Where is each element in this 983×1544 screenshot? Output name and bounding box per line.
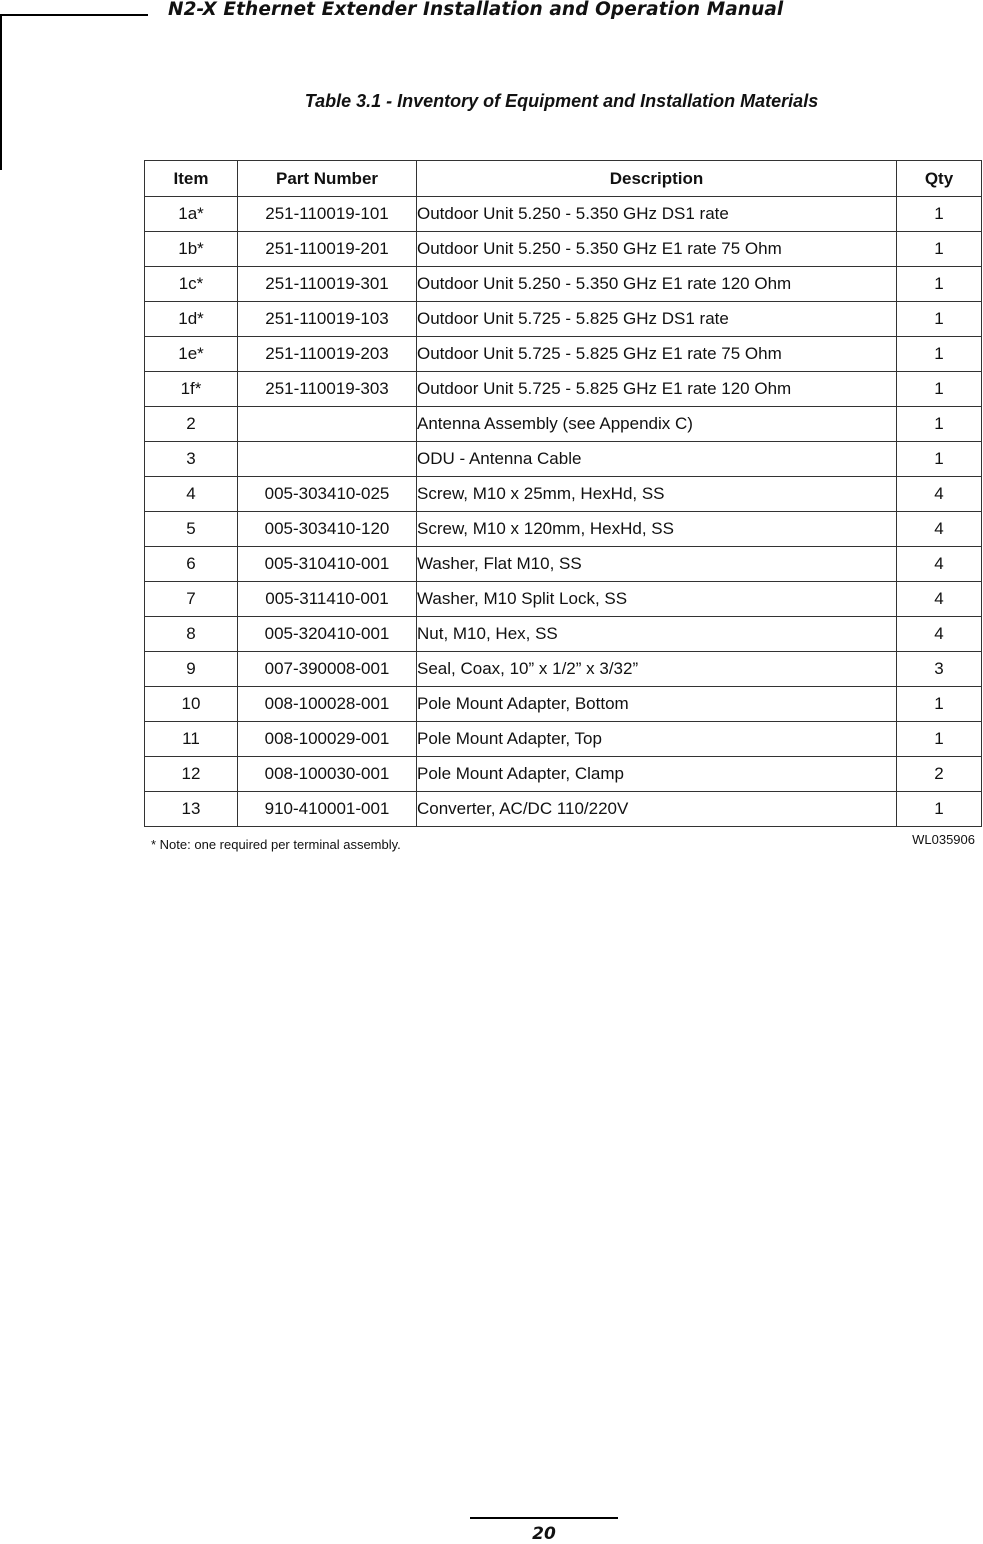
table-row: [145, 547, 982, 582]
table-row: [145, 512, 982, 547]
table-row: [145, 407, 982, 442]
description-cell: Pole Mount Adapter, Top: [417, 722, 897, 757]
part-number-cell: 005-303410-120: [238, 512, 417, 547]
qty-cell: 4: [897, 582, 982, 617]
item-cell: 11: [145, 722, 238, 757]
part-number-cell: [238, 407, 417, 442]
table-row: [145, 267, 982, 302]
column-header-qty: Qty: [897, 161, 982, 197]
description-cell: Nut, M10, Hex, SS: [417, 617, 897, 652]
table-row: [145, 722, 982, 757]
item-cell: 13: [145, 792, 238, 827]
description-cell: Outdoor Unit 5.725 - 5.825 GHz E1 rate 120 Ohm: [417, 372, 897, 407]
qty-cell: 1: [897, 267, 982, 302]
description-cell: Outdoor Unit 5.250 - 5.350 GHz DS1 rate: [417, 197, 897, 232]
table-row: [145, 442, 982, 477]
item-cell: 5: [145, 512, 238, 547]
part-number-cell: 251-110019-203: [238, 337, 417, 372]
qty-cell: 1: [897, 792, 982, 827]
inventory-table: [144, 160, 982, 827]
table-row: [145, 232, 982, 267]
item-cell: 1b*: [145, 232, 238, 267]
description-cell: Antenna Assembly (see Appendix C): [417, 407, 897, 442]
footer-rule: [470, 1517, 618, 1519]
qty-cell: 1: [897, 407, 982, 442]
table-row: [145, 687, 982, 722]
item-cell: 9: [145, 652, 238, 687]
description-cell: Pole Mount Adapter, Clamp: [417, 757, 897, 792]
qty-cell: 1: [897, 722, 982, 757]
table-row: [145, 372, 982, 407]
table-row: [145, 197, 982, 232]
qty-cell: 1: [897, 442, 982, 477]
page-number: 20: [532, 1524, 556, 1544]
footnote: * Note: one required per terminal assembly.: [151, 837, 401, 852]
part-number-cell: 005-311410-001: [238, 582, 417, 617]
description-cell: Seal, Coax, 10” x 1/2” x 3/32”: [417, 652, 897, 687]
qty-cell: 1: [897, 302, 982, 337]
running-header-title: N2-X Ethernet Extender Installation and Operation Manual: [168, 0, 784, 20]
table-row: [145, 477, 982, 512]
description-cell: Outdoor Unit 5.725 - 5.825 GHz E1 rate 75 Ohm: [417, 337, 897, 372]
part-number-cell: 008-100029-001: [238, 722, 417, 757]
inventory-table-body: [145, 197, 982, 827]
item-cell: 6: [145, 547, 238, 582]
table-caption: Table 3.1 - Inventory of Equipment and Installation Materials: [304, 91, 819, 111]
part-number-cell: [238, 442, 417, 477]
item-cell: 4: [145, 477, 238, 512]
part-number-cell: 008-100030-001: [238, 757, 417, 792]
part-number-cell: 251-110019-201: [238, 232, 417, 267]
qty-cell: 1: [897, 372, 982, 407]
qty-cell: 1: [897, 197, 982, 232]
description-cell: Washer, Flat M10, SS: [417, 547, 897, 582]
description-cell: ODU - Antenna Cable: [417, 442, 897, 477]
qty-cell: 1: [897, 337, 982, 372]
table-row: [145, 757, 982, 792]
part-number-cell: 005-320410-001: [238, 617, 417, 652]
table-row: [145, 617, 982, 652]
item-cell: 3: [145, 442, 238, 477]
description-cell: Outdoor Unit 5.250 - 5.350 GHz E1 rate 120 Ohm: [417, 267, 897, 302]
item-cell: 7: [145, 582, 238, 617]
description-cell: Converter, AC/DC 110/220V: [417, 792, 897, 827]
part-number-cell: 005-310410-001: [238, 547, 417, 582]
qty-cell: 2: [897, 757, 982, 792]
item-cell: 1a*: [145, 197, 238, 232]
item-cell: 8: [145, 617, 238, 652]
qty-cell: 1: [897, 232, 982, 267]
part-number-cell: 910-410001-001: [238, 792, 417, 827]
part-number-cell: 007-390008-001: [238, 652, 417, 687]
table-row: [145, 792, 982, 827]
description-cell: Pole Mount Adapter, Bottom: [417, 687, 897, 722]
item-cell: 12: [145, 757, 238, 792]
item-cell: 1e*: [145, 337, 238, 372]
description-cell: Outdoor Unit 5.250 - 5.350 GHz E1 rate 75 Ohm: [417, 232, 897, 267]
part-number-cell: 251-110019-301: [238, 267, 417, 302]
qty-cell: 4: [897, 477, 982, 512]
part-number-cell: 008-100028-001: [238, 687, 417, 722]
qty-cell: 4: [897, 547, 982, 582]
column-header-part-number: Part Number: [238, 161, 417, 197]
qty-cell: 3: [897, 652, 982, 687]
part-number-cell: 251-110019-103: [238, 302, 417, 337]
column-header-item: Item: [145, 161, 238, 197]
table-header-row: [145, 161, 982, 197]
description-cell: Outdoor Unit 5.725 - 5.825 GHz DS1 rate: [417, 302, 897, 337]
description-cell: Washer, M10 Split Lock, SS: [417, 582, 897, 617]
part-number-cell: 251-110019-303: [238, 372, 417, 407]
corner-rule-horizontal: [0, 14, 148, 16]
qty-cell: 4: [897, 512, 982, 547]
column-header-description: Description: [417, 161, 897, 197]
qty-cell: 4: [897, 617, 982, 652]
item-cell: 1f*: [145, 372, 238, 407]
part-number-cell: 251-110019-101: [238, 197, 417, 232]
table-row: [145, 337, 982, 372]
item-cell: 1c*: [145, 267, 238, 302]
qty-cell: 1: [897, 687, 982, 722]
figure-code: WL035906: [912, 832, 975, 847]
item-cell: 10: [145, 687, 238, 722]
item-cell: 1d*: [145, 302, 238, 337]
description-cell: Screw, M10 x 25mm, HexHd, SS: [417, 477, 897, 512]
item-cell: 2: [145, 407, 238, 442]
part-number-cell: 005-303410-025: [238, 477, 417, 512]
description-cell: Screw, M10 x 120mm, HexHd, SS: [417, 512, 897, 547]
table-row: [145, 652, 982, 687]
table-row: [145, 302, 982, 337]
table-row: [145, 582, 982, 617]
